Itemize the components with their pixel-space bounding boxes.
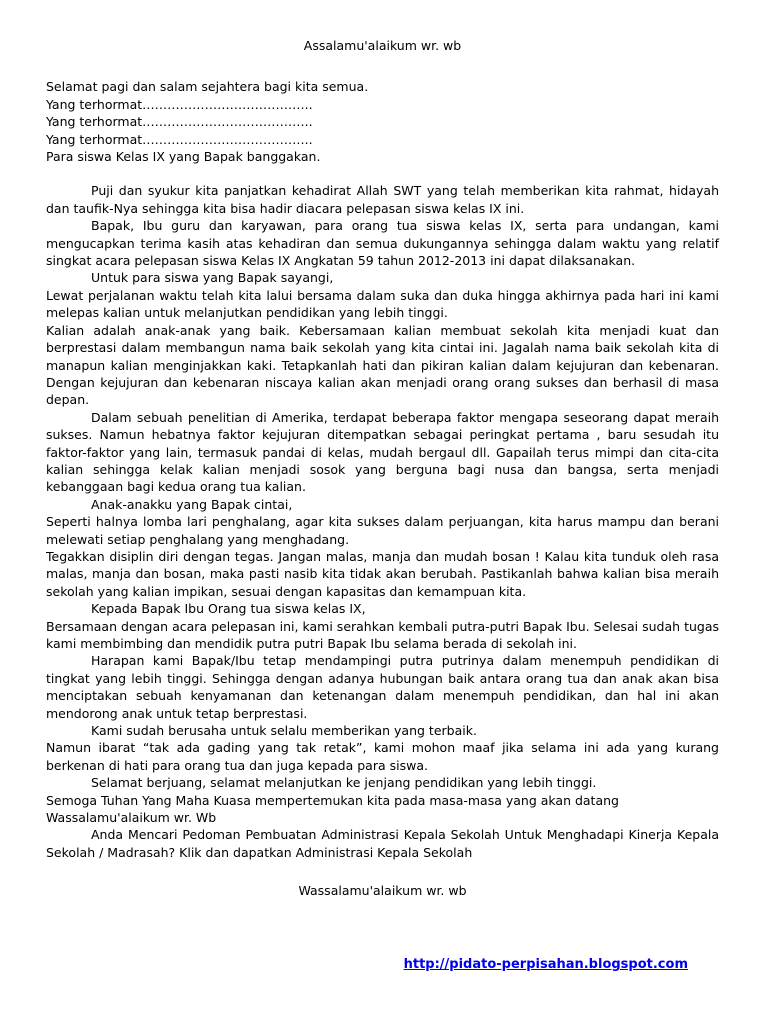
body-paragraph: Anak-anakku yang Bapak cintai, (91, 496, 293, 512)
salutation-line: Yang terhormat………………………………….. (46, 114, 313, 130)
body-paragraph: Selamat berjuang, selamat melanjutkan ke jenjang pendidikan yang lebih tinggi. (91, 775, 597, 791)
body-paragraph: Bersamaan dengan acara pelepasan ini, kami serahkan kembali putra-putri Bapak Ibu. Selesai sudah tugas kami membimbing dan mendidik putra putri Bapak Ibu selama berada di sekolah ini. (46, 618, 719, 651)
salutation-line: Para siswa Kelas IX yang Bapak banggakan. (46, 149, 321, 165)
body-paragraph: Bapak, Ibu guru dan karyawan, para orang tua siswa kelas IX, serta para undangan, kami mengucapkan terima kasih atas kehadiran dan semua dukungannya sehingga dalam waktu yang relatif singkat acara pelepasan siswa Kelas IX Angkatan 59 tahun 2012-2013 ini dapat dilaksanakan. (46, 218, 719, 269)
body-paragraph: Namun ibarat “tak ada gading yang tak retak”, kami mohon maaf jika selama ini ada yang kurang berkenan di hati para orang tua dan juga kepada para siswa. (46, 740, 719, 773)
body-paragraph: Kepada Bapak Ibu Orang tua siswa kelas IX, (91, 601, 366, 617)
speech-body (46, 182, 719, 861)
body-paragraph: Dalam sebuah penelitian di Amerika, terdapat beberapa faktor mengapa seseorang dapat meraih sukses. Namun hebatnya faktor kejujuran ditempatkan sebagai peringkat pertama , baru sesudah itu faktor-faktor yang lain, termasuk pandai di kelas, mudah bergaul dll. Gapailah terus mimpi dan cita-cita kalian sehingga kelak kalian menjadi sosok yang berguna bagi nusa dan bangsa, serta menjadi kebanggaan bagi kedua orang tua kalian. (46, 409, 719, 495)
body-paragraph: Kalian adalah anak-anak yang baik. Kebersamaan kalian membuat sekolah kita menjadi kuat dan berprestasi dalam membangun nama baik sekolah yang kita cintai ini. Jagalah nama baik sekolah kita di manapun kalian menginjakkan kaki. Tetapkanlah hati dan pikiran kalian dalam kejujuran dan kebenaran. Dengan kejujuran dan kebenaran niscaya kalian akan menjadi orang orang sukses dan berhasil di masa depan. (46, 322, 719, 408)
opening-greeting: Assalamu'alaikum wr. wb (303, 38, 462, 53)
body-paragraph: Untuk para siswa yang Bapak sayangi, (91, 270, 334, 286)
body-paragraph: Puji dan syukur kita panjatkan kehadirat Allah SWT yang telah memberikan kita rahmat, hidayah dan taufik-Nya sehingga kita bisa hadir diacara pelepasan siswa kelas IX ini. (46, 183, 719, 216)
body-paragraph: Semoga Tuhan Yang Maha Kuasa mempertemukan kita pada masa-masa yang akan datang (46, 792, 619, 808)
body-paragraph: Kami sudah berusaha untuk selalu memberikan yang terbaik. (91, 723, 477, 739)
body-paragraph: Lewat perjalanan waktu telah kita lalui bersama dalam suka dan duka hingga akhirnya pada hari ini kami melepas kalian untuk melanjutkan pendidikan yang lebih tinggi. (46, 287, 719, 321)
body-paragraph: Tegakkan disiplin diri dengan tegas. Jangan malas, manja dan mudah bosan ! Kalau kita tunduk oleh rasa malas, manja dan bosan, maka pasti nasib kita tidak akan berubah. Pastikanlah bahwa kalian bisa meraih sekolah yang kalian impikan, sesuai dengan kapasitas dan kemampuan kita. (46, 548, 719, 599)
blog-link[interactable]: http://pidato-perpisahan.blogspot.com (403, 957, 688, 972)
body-paragraph: Anda Mencari Pedoman Pembuatan Administrasi Kepala Sekolah Untuk Menghadapi Kinerja Kepala Sekolah / Madrasah? Klik dan dapatkan Administrasi Kepala Sekolah (46, 827, 719, 860)
salutation-line: Yang terhormat………………………………….. (46, 131, 313, 147)
closing-greeting: Wassalamu'alaikum wr. wb (298, 883, 467, 899)
body-paragraph: Harapan kami Bapak/Ibu tetap mendampingi putra putrinya dalam menempuh pendidikan di tingkat yang lebih tinggi. Sehingga dengan adanya hubungan baik antara orang tua dan anak akan bisa menciptakan sebuah kenyamanan dan ketenangan dalam menempuh pendidikan, dan hal ini akan mendorong anak untuk tetap berprestasi. (46, 653, 719, 721)
body-paragraph: Wassalamu'alaikum wr. Wb (46, 810, 217, 826)
salutation-line: Yang terhormat………………………………….. (46, 96, 313, 112)
salutation-line: Selamat pagi dan salam sejahtera bagi kita semua. (46, 79, 369, 95)
body-paragraph: Seperti halnya lomba lari penghalang, agar kita sukses dalam perjuangan, kita harus mampu dan berani melewati setiap penghalang yang menghadang. (46, 514, 719, 547)
salutation-block (46, 78, 719, 165)
